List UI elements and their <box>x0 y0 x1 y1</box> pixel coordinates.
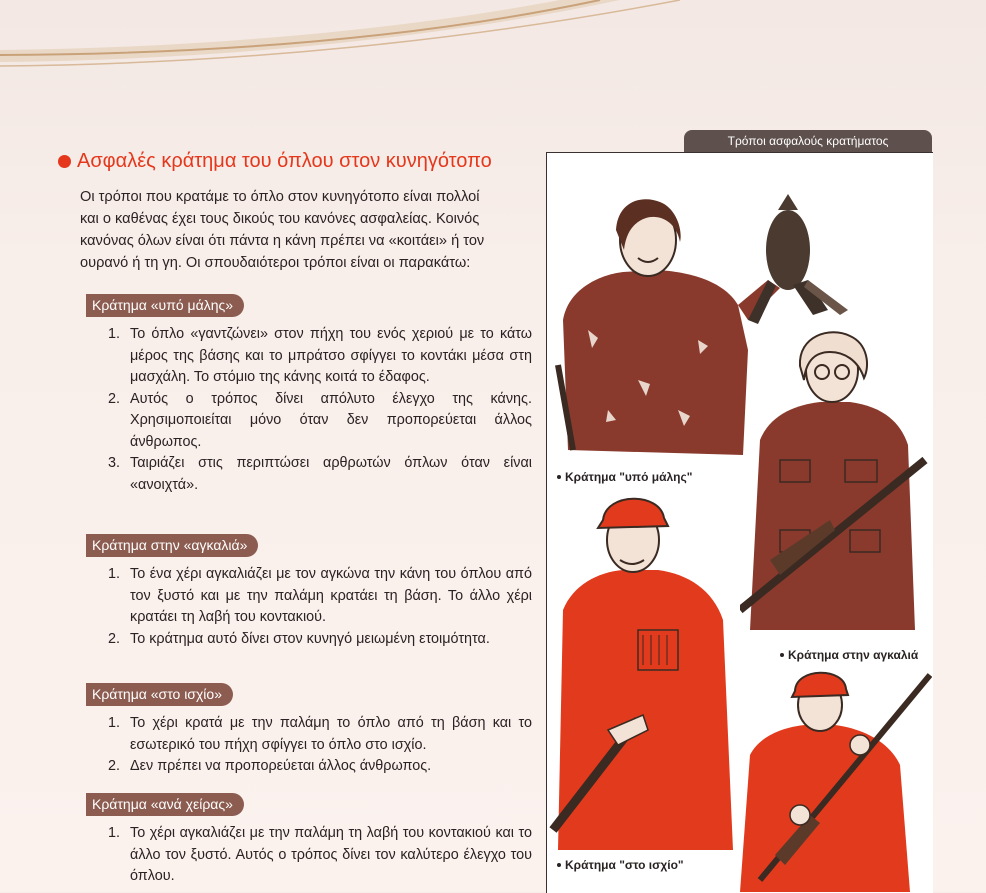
hold-step: 3. Ταιριάζει στις περιπτώσει αρθρωτών όπλων όταν είναι «ανοιχτά». <box>124 453 532 496</box>
intro-line: ουρανό ή τη γη. Οι σπουδαιότεροι τρόποι είναι οι παρακάτω: <box>80 255 471 271</box>
caption-text: Κράτημα "υπό μάλης" <box>565 470 693 484</box>
hold-step: 1. Το χέρι κρατά με την παλάμη το όπλο από τη βάση και το εσωτερικό του πήχη σφίγγει το όπλο στο ισχίο. <box>124 713 532 756</box>
caption-hip <box>557 858 684 872</box>
hold-steps <box>86 823 532 888</box>
hold-title: Κράτημα «υπό μάλης» <box>86 294 244 317</box>
hold-step: 2. Δεν πρέπει να προπορεύεται άλλος άνθρωπος. <box>124 756 532 778</box>
hunter-in-hands-illustration <box>740 665 932 892</box>
hold-step: 2. Το κράτημα αυτό δίνει στον κυνηγό μειωμένη ετοιμότητα. <box>124 629 532 651</box>
intro-line: Οι τρόποι που κρατάμε το όπλο στον κυνηγότοπο είναι πολλοί <box>80 189 480 205</box>
caption-cradle <box>780 648 918 662</box>
hold-step: 1. Το ένα χέρι αγκαλιάζει με τον αγκώνα την κάνη του όπλου από τον ξυστό και με την παλάμη κρατάει τη βάση. Το άλλο χέρι κρατάει τη λαβή του κοντακιού. <box>124 564 532 629</box>
panel-tab: Τρόποι ασφαλούς κρατήματος <box>684 130 932 152</box>
hold-section-cradle <box>86 534 532 650</box>
hold-title: Κράτημα «ανά χείρας» <box>86 793 244 816</box>
hold-step: 2. Αυτός ο τρόπος δίνει απόλυτο έλεγχο της κάνης. Χρησιμοποιείται μόνο όταν δεν προπορεύεται άλλος άνθρωπος. <box>124 389 532 454</box>
intro-paragraph <box>80 186 535 274</box>
hold-steps <box>86 564 532 650</box>
intro-line: κανόνας όλων είναι ότι πάντα η κάνη πρέπει να «κοιτάει» ή τον <box>80 233 485 249</box>
hold-steps <box>86 713 532 778</box>
hold-section-hip <box>86 683 532 778</box>
bullet-icon <box>58 155 71 168</box>
hold-steps <box>86 324 532 496</box>
caption-bullet-icon <box>780 653 784 657</box>
section-title-text: Ασφαλές κράτημα του όπλου στον κυνηγότοπο <box>77 150 492 172</box>
hold-step: 1. Το όπλο «γαντζώνει» στον πήχη του ενός χεριού με το κάτω μέρος της βάσης και το μπράτσο σφίγγει το κοντάκι μέσα στη μασχάλη. Το στόμιο της κάνης κοιτά το έδαφος. <box>124 324 532 389</box>
hold-step: 1. Το χέρι αγκαλιάζει με την παλάμη τη λαβή του κοντακιού και το άλλο τον ξυστό. Αυτός ο τρόπος δίνει τον καλύτερο έλεγχο του όπλου. <box>124 823 532 888</box>
section-title <box>58 150 492 173</box>
caption-bullet-icon <box>557 475 561 479</box>
hold-title: Κράτημα στην «αγκαλιά» <box>86 534 258 557</box>
hold-title: Κράτημα «στο ισχίο» <box>86 683 233 706</box>
intro-line: και ο καθένας έχει τους δικούς του κανόνες ασφαλείας. Κοινός <box>80 211 480 227</box>
caption-bullet-icon <box>557 863 561 867</box>
hunter-hip-illustration <box>548 490 748 850</box>
hunter-cradle-illustration <box>740 330 930 630</box>
decorative-swoosh <box>0 0 986 120</box>
caption-text: Κράτημα "στο ισχίο" <box>565 858 684 872</box>
caption-under-arm <box>557 470 692 484</box>
hold-section-under-arm <box>86 294 532 496</box>
caption-text: Κράτημα στην αγκαλιά <box>788 648 919 662</box>
hold-section-in-hands <box>86 793 532 888</box>
